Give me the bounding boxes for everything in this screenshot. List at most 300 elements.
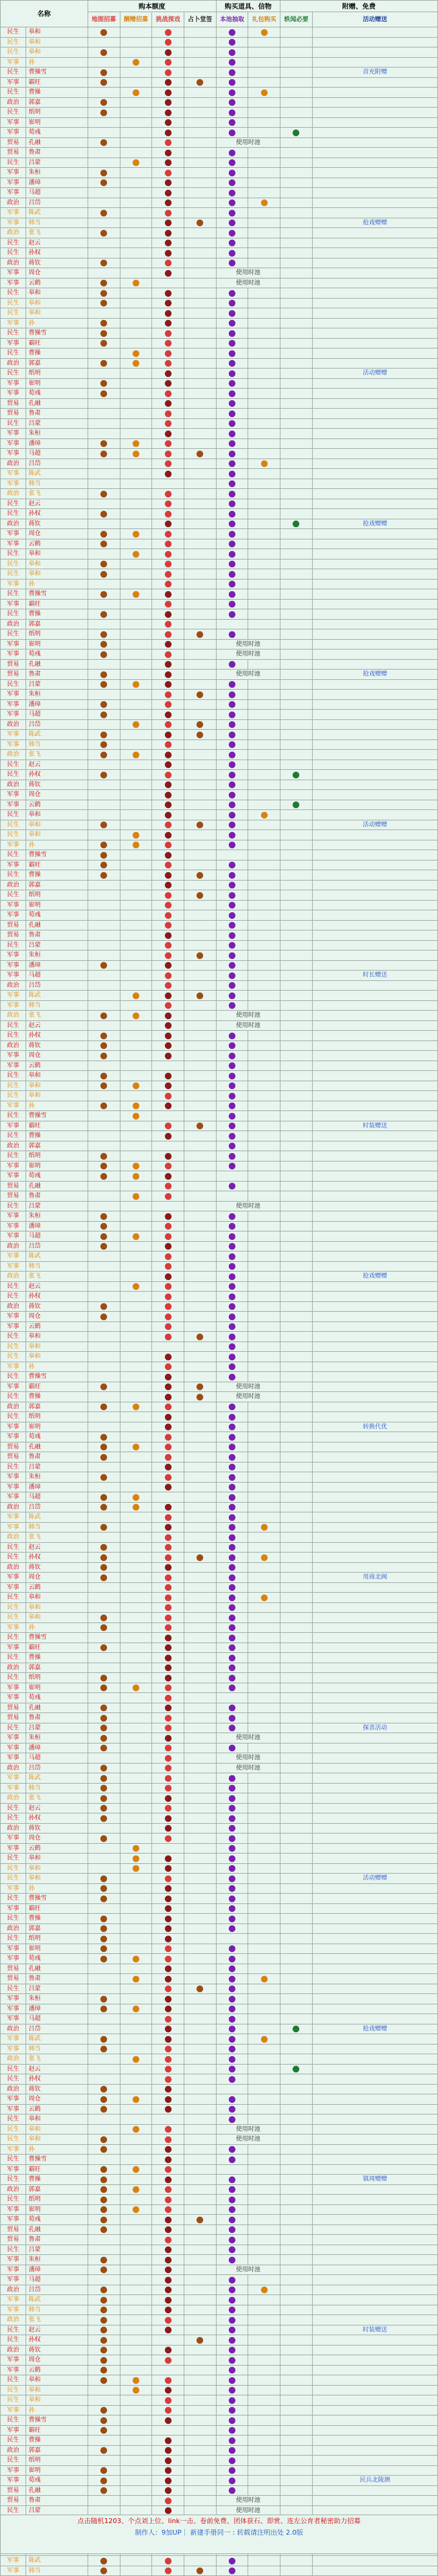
cell-2 [152, 2114, 184, 2125]
cell-4 [216, 1000, 248, 1011]
marker-dot [100, 1073, 107, 1079]
marker-dot [165, 130, 172, 136]
table-row [1, 208, 438, 218]
cell-2 [152, 870, 184, 881]
cell-6 [280, 2114, 313, 2125]
cell-6 [280, 1743, 313, 1753]
cell-2 [152, 1923, 184, 1934]
hero-name: 赵云 [26, 1803, 88, 1813]
cell-4 [216, 599, 248, 609]
cell-4 [216, 108, 248, 118]
cell-7 [312, 469, 437, 479]
cell-7 [312, 2285, 437, 2295]
cell-4 [216, 609, 248, 620]
marker-dot [229, 360, 235, 367]
role-cell: 军事 [1, 2094, 26, 2105]
marker-dot [229, 1644, 235, 1651]
marker-dot [293, 2026, 299, 2032]
role-cell: 军事 [1, 2566, 26, 2576]
marker-dot [165, 1976, 172, 1982]
cell-3 [184, 1342, 216, 1352]
cell-6 [280, 719, 313, 730]
cell-1 [120, 810, 152, 820]
cell-1 [120, 1040, 152, 1051]
cell-2 [152, 218, 184, 228]
cell-5 [248, 2465, 280, 2476]
role-cell: 军事 [1, 1944, 26, 1954]
marker-dot [229, 210, 235, 216]
cell-7 [312, 2405, 437, 2415]
hero-name: 皋和 [26, 2114, 88, 2125]
marker-dot [229, 1615, 235, 1621]
marker-dot [229, 451, 235, 457]
role-cell: 军事 [1, 2365, 26, 2375]
hero-name: 郭嘉 [26, 97, 88, 108]
cell-0 [88, 2144, 120, 2155]
marker-dot [261, 1554, 268, 1561]
role-cell: 政治 [1, 750, 26, 760]
table-row [1, 88, 438, 98]
cell-0 [88, 2195, 120, 2205]
cell-1 [120, 2084, 152, 2094]
table-row [1, 2064, 438, 2074]
marker-dot [229, 712, 235, 718]
role-cell: 军事 [1, 2164, 26, 2175]
hero-name: 荀彧 [26, 1693, 88, 1703]
marker-dot [165, 431, 172, 437]
cell-7 [312, 418, 437, 429]
hero-name: 鲁肃 [26, 1713, 88, 1723]
cell-7 [312, 1342, 437, 1352]
cell-1 [120, 840, 152, 850]
table-row [1, 2556, 438, 2566]
cell-3 [184, 1221, 216, 1231]
table-row [1, 1883, 438, 1894]
cell-4 [216, 238, 248, 248]
cell-1 [120, 1261, 152, 1272]
marker-dot [165, 1896, 172, 1902]
cell-2 [152, 248, 184, 258]
marker-dot [165, 39, 172, 46]
cell-7 [312, 1964, 437, 1974]
cell-0 [88, 2415, 120, 2426]
table-row [1, 228, 438, 238]
role-cell: 政治 [1, 1532, 26, 1543]
cell-1 [120, 890, 152, 901]
marker-dot [100, 139, 107, 146]
table-row [1, 750, 438, 760]
marker-dot [261, 1976, 268, 1982]
cell-5 [248, 2195, 280, 2205]
marker-dot [165, 410, 172, 417]
table-row [1, 1673, 438, 1683]
marker-dot [229, 551, 235, 558]
cell-1 [120, 148, 152, 158]
hero-name: 陈武 [26, 208, 88, 218]
marker-dot [165, 2026, 172, 2032]
cell-5 [248, 2054, 280, 2065]
cell-6 [280, 1854, 313, 1864]
cell-3 [184, 1693, 216, 1703]
cell-5 [248, 27, 280, 38]
marker-dot [100, 772, 107, 778]
marker-dot [165, 290, 172, 297]
cell-2 [152, 820, 184, 830]
role-cell: 军事 [1, 2144, 26, 2155]
cell-4 [216, 1412, 248, 1422]
cell-1 [120, 1683, 152, 1693]
role-cell: 军事 [1, 128, 26, 138]
hero-name: 吕蒙 [26, 2245, 88, 2255]
cell-1 [120, 479, 152, 489]
cell-5 [248, 2385, 280, 2395]
cell-2 [152, 670, 184, 680]
table-row [1, 1994, 438, 2004]
cell-0 [88, 790, 120, 800]
hero-name: 崔明 [26, 1161, 88, 1171]
cell-3 [184, 2335, 216, 2346]
cell-6 [280, 198, 313, 208]
cell-0 [88, 1593, 120, 1603]
cell-0 [88, 529, 120, 539]
cell-2 [152, 1823, 184, 1833]
cell-2 [152, 2084, 184, 2094]
cell-2 [152, 2375, 184, 2386]
cell-5 [248, 920, 280, 930]
cell-5 [248, 389, 280, 399]
table-row [1, 1813, 438, 1824]
cell-2 [152, 760, 184, 770]
cell-1 [120, 670, 152, 680]
cell-4 [216, 148, 248, 158]
cell-5 [248, 1944, 280, 1954]
cell-3 [184, 2034, 216, 2045]
marker-dot [165, 2317, 172, 2324]
cell-0 [88, 971, 120, 981]
role-cell: 贸易 [1, 137, 26, 148]
marker-dot [229, 1835, 235, 1842]
role-cell: 民生 [1, 2074, 26, 2085]
role-cell: 军事 [1, 1121, 26, 1131]
marker-dot [165, 691, 172, 698]
cell-4 [216, 1211, 248, 1222]
marker-dot [229, 1976, 235, 1982]
role-cell: 民生 [1, 2436, 26, 2446]
cell-1 [120, 1332, 152, 1342]
marker-dot [165, 732, 172, 738]
cell-1 [120, 248, 152, 258]
cell-6 [280, 1482, 313, 1492]
cell-1 [120, 188, 152, 198]
cell-1 [120, 108, 152, 118]
cell-7 [312, 860, 437, 870]
cell-6 [280, 1633, 313, 1643]
marker-dot [165, 661, 172, 668]
marker-dot [165, 812, 172, 819]
marker-dot [229, 1635, 235, 1641]
cell-4 [216, 1502, 248, 1512]
subheader-1: 酬赠招募 [120, 12, 152, 27]
cell-6 [280, 1954, 313, 1964]
hero-name: 皋和 [26, 1332, 88, 1342]
cell-2 [152, 1252, 184, 1262]
note-cell: 时装赠送 [312, 2325, 437, 2335]
used-label: 使用时池 [216, 1753, 280, 1764]
table-row [1, 2215, 438, 2225]
cell-2 [152, 1793, 184, 1804]
cell-4 [216, 739, 248, 750]
role-cell: 军事 [1, 1482, 26, 1492]
marker-dot [165, 2106, 172, 2113]
cell-4 [216, 128, 248, 138]
cell-7 [312, 750, 437, 760]
role-cell: 军事 [1, 1101, 26, 1111]
cell-7 [312, 1171, 437, 1182]
cell-4 [216, 2094, 248, 2105]
cell-3 [184, 770, 216, 780]
marker-dot [165, 781, 172, 788]
cell-7 [312, 318, 437, 328]
cell-0 [88, 1723, 120, 1733]
cell-7 [312, 1903, 437, 1914]
hero-name: 周仓 [26, 1051, 88, 1061]
cell-7 [312, 2375, 437, 2386]
marker-dot [229, 761, 235, 768]
cell-2 [152, 208, 184, 218]
marker-dot [165, 802, 172, 808]
used-label: 使用时池 [216, 1382, 280, 1392]
hero-name: 马超 [26, 2014, 88, 2024]
marker-dot [100, 260, 107, 266]
marker-dot [165, 2457, 172, 2464]
cell-6 [280, 2556, 313, 2566]
table-row [1, 2345, 438, 2355]
marker-dot [229, 2116, 235, 2123]
cell-5 [248, 599, 280, 609]
cell-1 [120, 2275, 152, 2285]
hero-name: 纸明 [26, 2456, 88, 2466]
cell-1 [120, 1854, 152, 1864]
cell-5 [248, 1412, 280, 1422]
cell-7 [312, 358, 437, 369]
marker-dot [165, 179, 172, 186]
table-row [1, 1793, 438, 1804]
table-row [1, 2044, 438, 2054]
cell-4 [216, 2436, 248, 2446]
cell-7 [312, 2044, 437, 2054]
cell-0 [88, 830, 120, 840]
cell-5 [248, 1211, 280, 1222]
marker-dot [133, 2166, 139, 2173]
cell-5 [248, 1783, 280, 1793]
cell-5 [248, 1673, 280, 1683]
cell-2 [152, 1211, 184, 1222]
cell-0 [88, 850, 120, 860]
marker-dot [100, 2206, 107, 2213]
cell-1 [120, 710, 152, 720]
cell-3 [184, 910, 216, 921]
table-row [1, 800, 438, 810]
marker-dot [165, 2136, 172, 2143]
marker-dot [100, 2487, 107, 2494]
marker-dot [100, 1896, 107, 1902]
table-row [1, 1622, 438, 1633]
table-row [1, 1944, 438, 1954]
role-cell: 政治 [1, 97, 26, 108]
cell-0 [88, 950, 120, 961]
cell-3 [184, 950, 216, 961]
hero-name: 朱桓 [26, 690, 88, 700]
role-cell: 民生 [1, 47, 26, 58]
cell-6 [280, 168, 313, 178]
cell-7 [312, 1382, 437, 1392]
cell-4 [216, 2385, 248, 2395]
hero-name: 曹操 [26, 348, 88, 359]
note-cell: 抢戏赠赠 [312, 670, 437, 680]
cell-0 [88, 2235, 120, 2245]
cell-4 [216, 429, 248, 439]
table-row [1, 218, 438, 228]
cell-0 [88, 328, 120, 339]
marker-dot [100, 1916, 107, 1922]
cell-6 [280, 1663, 313, 1673]
cell-6 [280, 479, 313, 489]
cell-5 [248, 870, 280, 881]
marker-dot [165, 852, 172, 859]
cell-4 [216, 489, 248, 499]
marker-dot [100, 1945, 107, 1952]
cell-5 [248, 1874, 280, 1884]
cell-0 [88, 1934, 120, 1944]
marker-dot [196, 2567, 203, 2574]
marker-dot [100, 571, 107, 578]
table-row [1, 1201, 438, 1211]
marker-dot [196, 1334, 203, 1340]
hero-name: 吕蒙 [26, 679, 88, 690]
cell-2 [152, 108, 184, 118]
hero-name: 孙 [26, 1883, 88, 1894]
cell-4 [216, 2004, 248, 2014]
marker-dot [165, 862, 172, 868]
marker-dot [100, 1675, 107, 1681]
cell-4 [216, 1562, 248, 1573]
role-cell: 政治 [1, 1402, 26, 1412]
cell-6 [280, 2084, 313, 2094]
cell-2 [152, 1783, 184, 1793]
cell-1 [120, 2436, 152, 2446]
cell-1 [120, 278, 152, 288]
cell-3 [184, 278, 216, 288]
role-cell: 军事 [1, 2275, 26, 2285]
cell-4 [216, 1703, 248, 1713]
hero-name: 吕蒙 [26, 940, 88, 950]
cell-2 [152, 1492, 184, 1503]
cell-3 [184, 218, 216, 228]
hero-name: 吕蒙 [26, 1984, 88, 1994]
marker-dot [229, 1815, 235, 1822]
cell-4 [216, 629, 248, 640]
role-cell: 贸易 [1, 1191, 26, 1202]
cell-2 [152, 409, 184, 419]
cell-6 [280, 1974, 313, 1984]
cell-3 [184, 57, 216, 68]
marker-dot [100, 1996, 107, 2003]
hero-name: 孙 [26, 2405, 88, 2415]
hero-name: 周仓 [26, 1833, 88, 1844]
hero-name: 韩当 [26, 2305, 88, 2315]
cell-6 [280, 679, 313, 690]
cell-0 [88, 499, 120, 509]
cell-4 [216, 1944, 248, 1954]
cell-3 [184, 609, 216, 620]
marker-dot [165, 300, 172, 306]
marker-dot [100, 1053, 107, 1059]
marker-dot [229, 1604, 235, 1611]
table-row [1, 2315, 438, 2325]
role-cell: 民生 [1, 1020, 26, 1031]
role-cell: 军事 [1, 1573, 26, 1583]
role-cell: 民生 [1, 609, 26, 620]
marker-dot [229, 179, 235, 186]
cell-0 [88, 1241, 120, 1252]
cell-4 [216, 980, 248, 991]
marker-dot [293, 802, 299, 808]
hero-name: 云鹤 [26, 1321, 88, 1332]
cell-0 [88, 1121, 120, 1131]
cell-4 [216, 1191, 248, 1202]
role-cell: 贸易 [1, 148, 26, 158]
marker-dot [229, 1153, 235, 1160]
hero-name: 皋和 [26, 1352, 88, 1362]
cell-3 [184, 137, 216, 148]
table-row [1, 2465, 438, 2476]
cell-3 [184, 1362, 216, 1372]
marker-dot [133, 2387, 139, 2394]
cell-4 [216, 2034, 248, 2045]
marker-dot [165, 872, 172, 879]
cell-4 [216, 1432, 248, 1442]
hero-name: 曹操雪 [26, 2155, 88, 2165]
role-cell: 民生 [1, 810, 26, 820]
cell-1 [120, 1452, 152, 1463]
table-row [1, 1934, 438, 1944]
cell-6 [280, 1923, 313, 1934]
hero-name: 曹操雪 [26, 68, 88, 78]
role-cell: 民生 [1, 2415, 26, 2426]
cell-4 [216, 208, 248, 218]
hero-name: 曹操雪 [26, 1372, 88, 1382]
cell-2 [152, 1553, 184, 1563]
cell-7 [312, 880, 437, 890]
cell-6 [280, 2034, 313, 2045]
hero-name: 曹操雪 [26, 1111, 88, 1121]
cell-4 [216, 539, 248, 549]
role-cell: 民生 [1, 629, 26, 640]
cell-5 [248, 1693, 280, 1703]
marker-dot [229, 892, 235, 899]
marker-dot [100, 641, 107, 648]
cell-0 [88, 348, 120, 359]
cell-7 [312, 1312, 437, 1322]
marker-dot [165, 2417, 172, 2424]
marker-dot [229, 1624, 235, 1631]
marker-dot [229, 732, 235, 738]
marker-dot [165, 1303, 172, 1310]
cell-7 [312, 1252, 437, 1262]
table-row [1, 2024, 438, 2034]
cell-1 [120, 850, 152, 860]
hero-name: 蒋钦 [26, 1301, 88, 1312]
